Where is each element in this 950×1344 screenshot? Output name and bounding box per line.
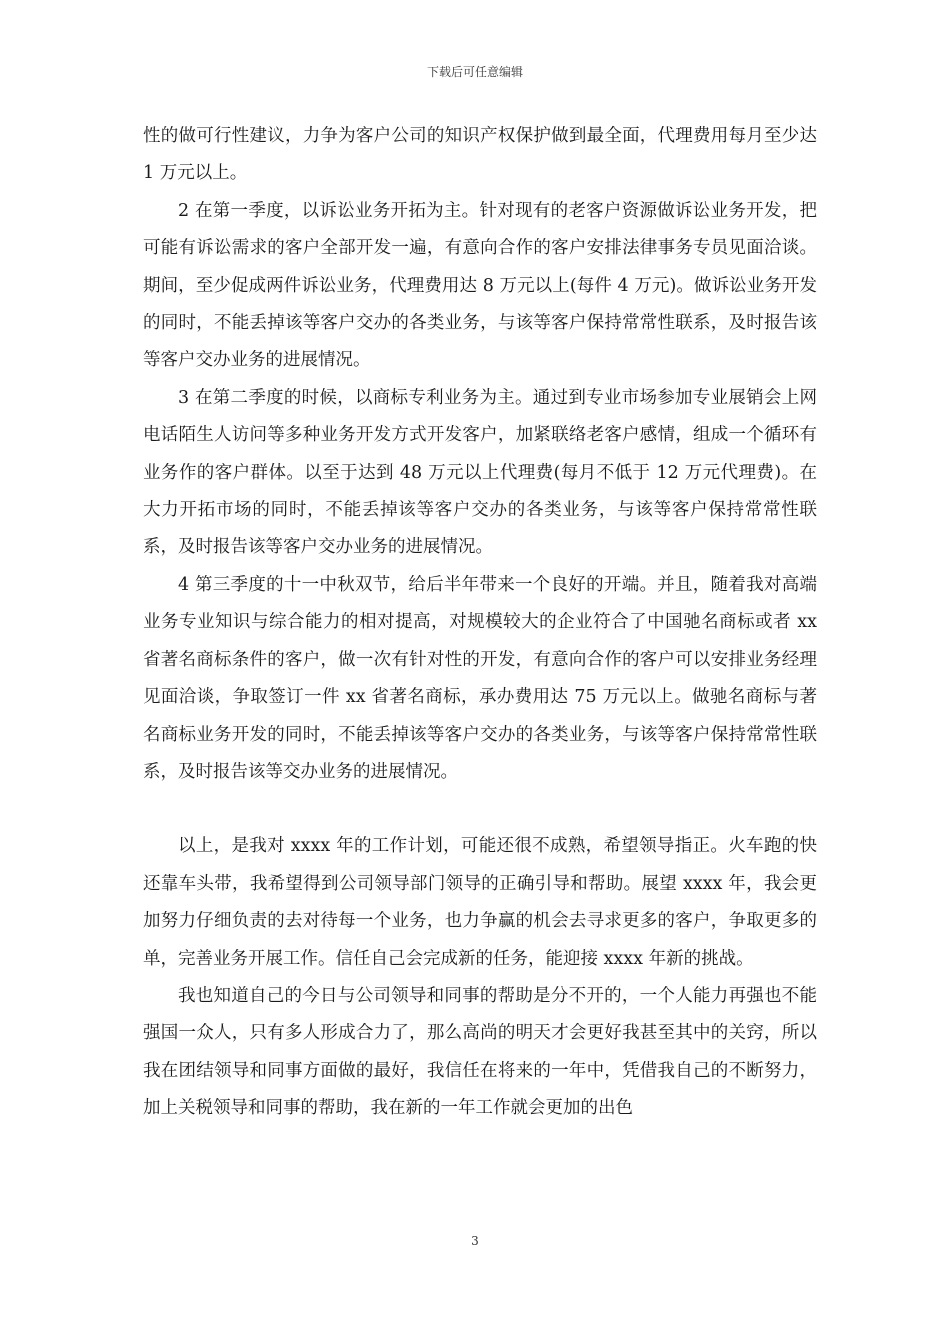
paragraph-q3-famous-trademark: 4 第三季度的十一中秋双节，给后半年带来一个良好的开端。并且，随着我对高端业务专业知识与综合能力的相对提高，对规模较大的企业符合了中国驰名商标或者 xx 省著名商标条件的客户，做一次有针对性的开发，有意向合作的客户可以安排业务经理见面洽谈，争取签订一件 xx 省著名商标，承办费用达 75 万元以上。做驰名商标与著名商标业务开发的同时，不能丢掉该等客户交办的各类业务，与该等客户保持常常性联系，及时报告该等交办业务的进展情况。 — [143, 574, 817, 782]
paragraph-closing: 我也知道自己的今日与公司领导和同事的帮助是分不开的，一个人能力再强也不能强国一众人，只有多人形成合力了，那么高尚的明天才会更好我甚至其中的关窍，所以我在团结领导和同事方面做的最好，我信任在将来的一年中，凭借我自己的不断努力，加上关税领导和同事的帮助，我在新的一年工作就会更加的出色 — [143, 985, 817, 1119]
paragraph-conclusion: 以上，是我对 xxxx 年的工作计划，可能还很不成熟，希望领导指正。火车跑的快还靠车头带，我希望得到公司领导部门领导的正确引导和帮助。展望 xxxx 年，我会更加努力仔细负责的去对待每一个业务，也力争赢的机会去寻求更多的客户，争取更多的单，完善业务开展工作。信任自己会完成新的任务，能迎接 xxxx 年新的挑战。 — [143, 836, 817, 969]
paragraph-q1-litigation: 2 在第一季度，以诉讼业务开拓为主。针对现有的老客户资源做诉讼业务开发，把可能有诉讼需求的客户全部开发一遍，有意向合作的客户安排法律事务专员见面洽谈。期间，至少促成两件诉讼业务，代理费用达 8 万元以上(每件 4 万元)。做诉讼业务开发的同时，不能丢掉该等客户交办的各类业务，与该等客户保持常常性联系，及时报告该等客户交办业务的进展情况。 — [143, 200, 817, 371]
page-number: 3 — [471, 1234, 479, 1248]
paragraph-q2-trademark-patent: 3 在第二季度的时候，以商标专利业务为主。通过到专业市场参加专业展销会上网电话陌生人访问等多种业务开发方式开发客户，加紧联络老客户感情，组成一个循环有业务作的客户群体。以至于达到 48 万元以上代理费(每月不低于 12 万元代理费)。在大力开拓市场的同时，不能丢掉该等客户交办的各类业务，与该等客户保持常常性联系，及时报告该等客户交办业务的进展情况。 — [143, 387, 817, 558]
page-header: 下载后可任意编辑 — [426, 65, 523, 79]
paragraph-continuation: 性的做可行性建议，力争为客户公司的知识产权保护做到最全面，代理费用每月至少达 1 万元以上。 — [143, 126, 817, 184]
document-body — [143, 118, 817, 1128]
